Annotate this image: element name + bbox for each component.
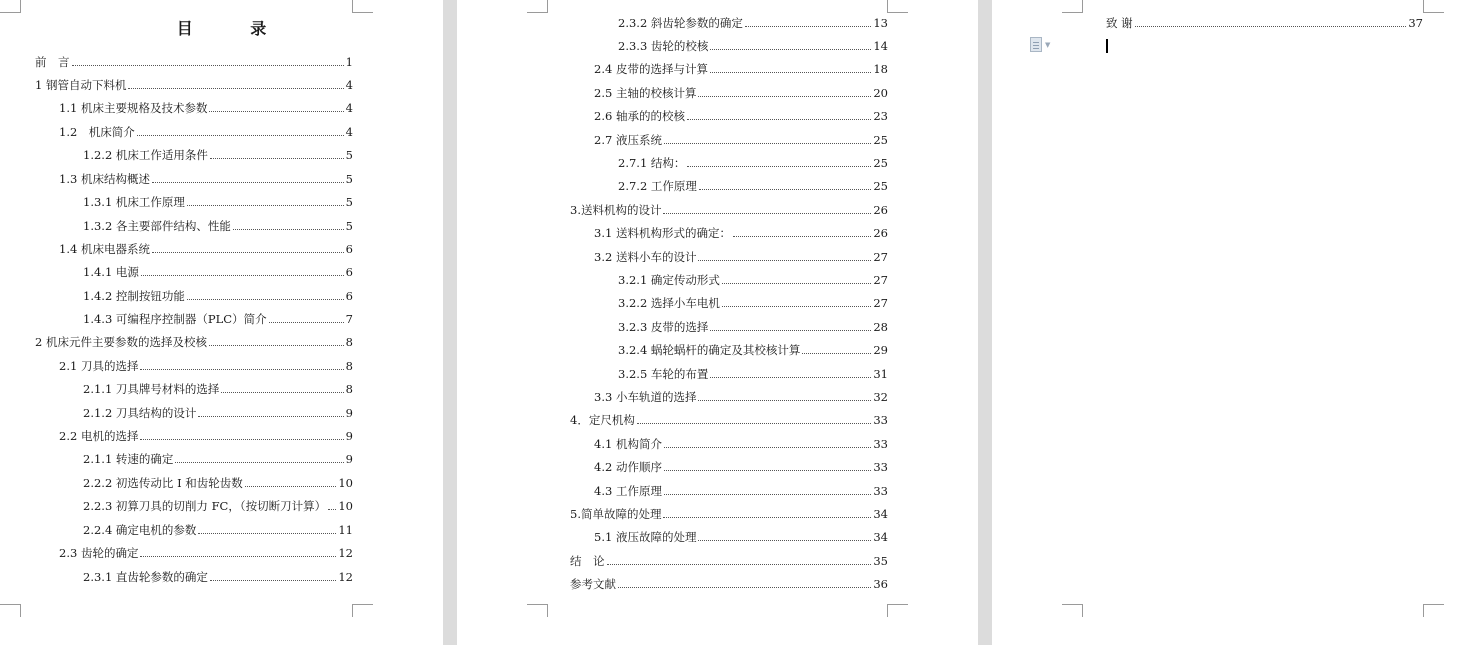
- toc-entry-page-number: 26: [873, 226, 888, 240]
- toc-entry-page-number: 26: [873, 203, 888, 217]
- toc-entry-title: 1.4.1 电源: [83, 265, 139, 279]
- toc-dot-leader: [140, 427, 343, 440]
- toc-dot-leader: [663, 505, 871, 518]
- toc-entry-page-number: 13: [873, 16, 888, 30]
- toc-dot-leader: [607, 552, 872, 565]
- toc-entry[interactable]: [618, 177, 888, 195]
- toc-dot-leader: [210, 568, 336, 581]
- toc-entry-page-number: 32: [873, 390, 888, 404]
- toc-entry-title: 1.4 机床电器系统: [59, 242, 150, 256]
- toc-entry-title: 2.4 皮带的选择与计算: [594, 62, 708, 76]
- toc-entry[interactable]: [618, 341, 888, 359]
- toc-entry[interactable]: [83, 193, 353, 211]
- toc-entry[interactable]: [594, 131, 888, 149]
- corner-mark: [0, 604, 21, 617]
- toc-entry[interactable]: [570, 201, 888, 219]
- toc-entry-title: 3.2.4 蜗轮蜗杆的确定及其校核计算: [618, 343, 801, 357]
- toc-entry[interactable]: [618, 365, 888, 383]
- toc-entry[interactable]: [594, 435, 888, 453]
- toc-entry-title: 1.2.2 机床工作适用条件: [83, 148, 208, 162]
- toc-entry-title: 1.1 机床主要规格及技术参数: [59, 101, 208, 115]
- toc-entry-title: 2.2.2 初选传动比 I 和齿轮齿数: [83, 476, 243, 490]
- toc-entry-title: 2.1.1 转速的确定: [83, 452, 174, 466]
- toc-dot-leader: [698, 388, 871, 401]
- toc-title: 目 录: [176, 19, 293, 38]
- toc-entry[interactable]: [594, 248, 888, 266]
- toc-entry-page-number: 18: [873, 62, 888, 76]
- toc-entry[interactable]: [618, 271, 888, 289]
- toc-dot-leader: [664, 482, 871, 495]
- toc-entry[interactable]: [83, 263, 353, 281]
- toc-entry-page-number: 28: [873, 320, 888, 334]
- toc-dot-leader: [198, 521, 336, 534]
- toc-dot-leader: [221, 380, 343, 393]
- toc-entry-title: 1.2 机床简介: [59, 125, 135, 139]
- toc-entry-page-number: 10: [338, 476, 353, 490]
- corner-mark: [887, 0, 908, 13]
- toc-entry-page-number: 27: [873, 296, 888, 310]
- toc-entry[interactable]: [1106, 14, 1423, 32]
- toc-dot-leader: [187, 193, 344, 206]
- toc-dot-leader: [745, 14, 871, 27]
- toc-dot-leader: [1135, 14, 1407, 27]
- toc-entry[interactable]: [59, 170, 353, 188]
- toc-entry-title: 1.3.1 机床工作原理: [83, 195, 185, 209]
- toc-entry[interactable]: [83, 474, 353, 492]
- toc-entry-page-number: 4: [345, 125, 353, 139]
- toc-entry-title: 1 钢管自动下料机: [35, 78, 127, 92]
- toc-entry[interactable]: [35, 53, 353, 71]
- toc-entry[interactable]: [570, 575, 888, 593]
- toc-entry-title: 3.2.2 选择小车电机: [618, 296, 720, 310]
- toc-entry[interactable]: [83, 521, 353, 539]
- toc-entry-page-number: 23: [873, 109, 888, 123]
- toc-entry[interactable]: [594, 107, 888, 125]
- toc-entry-title: 5.1 液压故障的处理: [594, 530, 697, 544]
- toc-dot-leader: [698, 84, 871, 97]
- corner-mark: [1423, 0, 1444, 13]
- toc-dot-leader: [245, 474, 337, 487]
- toc-entry-page-number: 5: [345, 219, 353, 233]
- toc-entry-page-number: 25: [873, 179, 888, 193]
- toc-dot-leader: [637, 411, 872, 424]
- toc-entry-page-number: 5: [345, 172, 353, 186]
- chevron-down-icon: ▼: [1045, 40, 1051, 49]
- toc-entry[interactable]: [83, 310, 353, 328]
- toc-entry-title: 2.6 轴承的的校核: [594, 109, 685, 123]
- toc-dot-leader: [72, 53, 344, 66]
- toc-entry-title: 2.7.1 结构：: [618, 156, 686, 170]
- toc-entry-page-number: 33: [873, 460, 888, 474]
- toc-entry-page-number: 5: [345, 195, 353, 209]
- toc-entry-title: 2 机床元件主要参数的选择及校核: [35, 335, 207, 349]
- toc-entry-page-number: 34: [873, 507, 888, 521]
- toc-entry-title: 2.2.4 确定电机的参数: [83, 523, 197, 537]
- toc-entry-page-number: 5: [345, 148, 353, 162]
- toc-entry[interactable]: [618, 294, 888, 312]
- toc-dot-leader: [187, 287, 344, 300]
- toc-entry[interactable]: [35, 333, 353, 351]
- toc-entry-title: 结 论: [570, 554, 605, 568]
- toc-dot-leader: [802, 341, 871, 354]
- toc-entry-title: 2.7.2 工作原理: [618, 179, 697, 193]
- corner-mark: [0, 0, 21, 13]
- toc-entry-title: 2.2 电机的选择: [59, 429, 139, 443]
- toc-entry[interactable]: [570, 411, 888, 429]
- toc-dot-leader: [209, 333, 344, 346]
- document-icon: [1030, 37, 1042, 52]
- toc-entry-page-number: 36: [873, 577, 888, 591]
- toc-entry-title: 致 谢: [1106, 16, 1133, 30]
- toc-entry-title: 4.1 机构简介: [594, 437, 662, 451]
- toc-entry-title: 2.7 液压系统: [594, 133, 662, 147]
- toc-entry[interactable]: [59, 427, 353, 445]
- corner-mark: [527, 604, 548, 617]
- toc-entry-page-number: 7: [345, 312, 353, 326]
- toc-dot-leader: [328, 497, 336, 510]
- toc-entry-title: 2.3.2 斜齿轮参数的确定: [618, 16, 743, 30]
- toc-entry[interactable]: [594, 388, 888, 406]
- toc-entry-page-number: 9: [345, 429, 353, 443]
- toc-entry-title: 1.4.3 可编程序控制器（PLC）简介: [83, 312, 267, 326]
- toc-dot-leader: [733, 224, 871, 237]
- toc-entry-title: 1.4.2 控制按钮功能: [83, 289, 185, 303]
- corner-mark: [887, 604, 908, 617]
- toc-entry[interactable]: [59, 544, 353, 562]
- toc-entry-page-number: 8: [345, 359, 353, 373]
- toc-dot-leader: [663, 201, 871, 214]
- toc-entry[interactable]: [59, 99, 353, 117]
- toc-entry-page-number: 11: [338, 523, 353, 537]
- toc-dot-leader: [140, 357, 343, 370]
- toc-entry-title: 4.3 工作原理: [594, 484, 662, 498]
- corner-mark: [352, 0, 373, 13]
- toc-entry[interactable]: [83, 568, 353, 586]
- toc-entry-page-number: 34: [873, 530, 888, 544]
- toc-dot-leader: [664, 458, 871, 471]
- toc-entry-title: 2.3.1 直齿轮参数的确定: [83, 570, 208, 584]
- toc-entry[interactable]: [594, 84, 888, 102]
- toc-entry-title: 3.2.3 皮带的选择: [618, 320, 709, 334]
- toc-entry-title: 3.1 送料机构形式的确定：: [594, 226, 731, 240]
- toc-dot-leader: [699, 177, 871, 190]
- toc-entry-page-number: 33: [873, 413, 888, 427]
- toc-entry-page-number: 10: [338, 499, 353, 513]
- toc-entry[interactable]: [570, 552, 888, 570]
- toc-entry-title: 3.2.1 确定传动形式: [618, 273, 720, 287]
- toc-dot-leader: [128, 76, 343, 89]
- toc-dot-leader: [687, 154, 871, 167]
- toc-entry-title: 2.1 刀具的选择: [59, 359, 139, 373]
- toc-entry-page-number: 33: [873, 484, 888, 498]
- toc-dot-leader: [722, 294, 871, 307]
- toc-entry[interactable]: [618, 14, 888, 32]
- toc-dot-leader: [664, 435, 871, 448]
- page-1: [0, 0, 443, 645]
- toc-entry-page-number: 4: [345, 101, 353, 115]
- toc-entry-title: 2.3.3 齿轮的校核: [618, 39, 709, 53]
- toc-dot-leader: [710, 365, 871, 378]
- toc-entry-page-number: 14: [873, 39, 888, 53]
- toc-entry[interactable]: [570, 505, 888, 523]
- toc-entry-page-number: 8: [345, 335, 353, 349]
- toc-entry-page-number: 12: [338, 546, 353, 560]
- toc-entry-page-number: 1: [345, 55, 353, 69]
- toc-dot-leader: [233, 217, 344, 230]
- toc-entry-title: 2.1.1 刀具牌号材料的选择: [83, 382, 220, 396]
- toc-entry[interactable]: [83, 497, 353, 515]
- toc-dot-leader: [618, 575, 871, 588]
- toc-dot-leader: [137, 123, 344, 136]
- toc-entry-page-number: 6: [345, 242, 353, 256]
- toc-entry-title: 4．定尺机构: [570, 413, 635, 427]
- toc-dot-leader: [210, 146, 344, 159]
- toc-entry-title: 3.2 送料小车的设计: [594, 250, 697, 264]
- corner-mark: [352, 604, 373, 617]
- toc-entry-page-number: 25: [873, 156, 888, 170]
- toc-entry-title: 5.简单故障的处理: [570, 507, 662, 521]
- toc-entry-page-number: 33: [873, 437, 888, 451]
- toc-dot-leader: [710, 60, 871, 73]
- corner-mark: [1062, 0, 1083, 13]
- toc-entry-title: 1.3.2 各主要部件结构、性能: [83, 219, 231, 233]
- toc-entry-page-number: 37: [1408, 16, 1423, 30]
- toc-entry-title: 2.3 齿轮的确定: [59, 546, 139, 560]
- toc-entry-page-number: 9: [345, 406, 353, 420]
- page-2: [457, 0, 978, 645]
- toc-dot-leader: [698, 248, 871, 261]
- toc-dot-leader: [710, 37, 871, 50]
- toc-entry[interactable]: [83, 450, 353, 468]
- toc-entry-page-number: 12: [338, 570, 353, 584]
- page-3: [992, 0, 1464, 645]
- toc-dot-leader: [687, 107, 871, 120]
- toc-entry-page-number: 25: [873, 133, 888, 147]
- toc-entry[interactable]: [594, 482, 888, 500]
- toc-entry[interactable]: [35, 76, 353, 94]
- toc-entry[interactable]: [594, 224, 888, 242]
- toc-dot-leader: [710, 318, 871, 331]
- toc-entry-title: 3.送料机构的设计: [570, 203, 662, 217]
- toc-entry[interactable]: [83, 217, 353, 235]
- corner-mark: [1423, 604, 1444, 617]
- toc-entry[interactable]: [594, 60, 888, 78]
- toc-dot-leader: [140, 544, 336, 557]
- toc-entry-page-number: 29: [873, 343, 888, 357]
- toc-entry-title: 3.3 小车轨道的选择: [594, 390, 697, 404]
- toc-dot-leader: [209, 99, 343, 112]
- toc-entry-title: 3.2.5 车轮的布置: [618, 367, 709, 381]
- toc-entry[interactable]: [83, 146, 353, 164]
- toc-entry[interactable]: [59, 123, 353, 141]
- toc-entry-page-number: 9: [345, 452, 353, 466]
- toc-entry-page-number: 27: [873, 250, 888, 264]
- toc-entry-title: 2.2.3 初算刀具的切削力 FC，（按切断刀计算）: [83, 499, 327, 513]
- toc-dot-leader: [722, 271, 871, 284]
- toc-entry-title: 前 言: [35, 55, 70, 69]
- toc-dot-leader: [198, 404, 343, 417]
- toc-entry[interactable]: [59, 240, 353, 258]
- toc-dot-leader: [152, 170, 344, 183]
- toc-entry-page-number: 6: [345, 289, 353, 303]
- toc-entry-title: 2.5 主轴的校核计算: [594, 86, 697, 100]
- toc-entry[interactable]: [59, 357, 353, 375]
- toc-entry[interactable]: [83, 404, 353, 422]
- toc-entry-title: 4.2 动作顺序: [594, 460, 662, 474]
- toc-entry-page-number: 4: [345, 78, 353, 92]
- paste-options-icon[interactable]: [1030, 37, 1050, 52]
- toc-entry-page-number: 27: [873, 273, 888, 287]
- corner-mark: [1062, 604, 1083, 617]
- toc-entry[interactable]: [83, 287, 353, 305]
- toc-entry-title: 1.3 机床结构概述: [59, 172, 150, 186]
- toc-entry-title: 参考文献: [570, 577, 616, 591]
- toc-entry-page-number: 35: [873, 554, 888, 568]
- toc-dot-leader: [664, 131, 871, 144]
- toc-entry[interactable]: [83, 380, 353, 398]
- toc-dot-leader: [698, 528, 871, 541]
- toc-entry-page-number: 8: [345, 382, 353, 396]
- toc-entry-title: 2.1.2 刀具结构的设计: [83, 406, 197, 420]
- toc-entry[interactable]: [618, 37, 888, 55]
- toc-entry[interactable]: [594, 528, 888, 546]
- toc-dot-leader: [152, 240, 344, 253]
- toc-entry-page-number: 20: [873, 86, 888, 100]
- toc-entry[interactable]: [618, 154, 888, 172]
- corner-mark: [527, 0, 548, 13]
- toc-dot-leader: [175, 450, 343, 463]
- toc-dot-leader: [141, 263, 344, 276]
- toc-entry[interactable]: [594, 458, 888, 476]
- toc-entry[interactable]: [618, 318, 888, 336]
- toc-dot-leader: [269, 310, 344, 323]
- toc-entry-page-number: 31: [873, 367, 888, 381]
- toc-entry-page-number: 6: [345, 265, 353, 279]
- text-cursor: [1106, 39, 1108, 53]
